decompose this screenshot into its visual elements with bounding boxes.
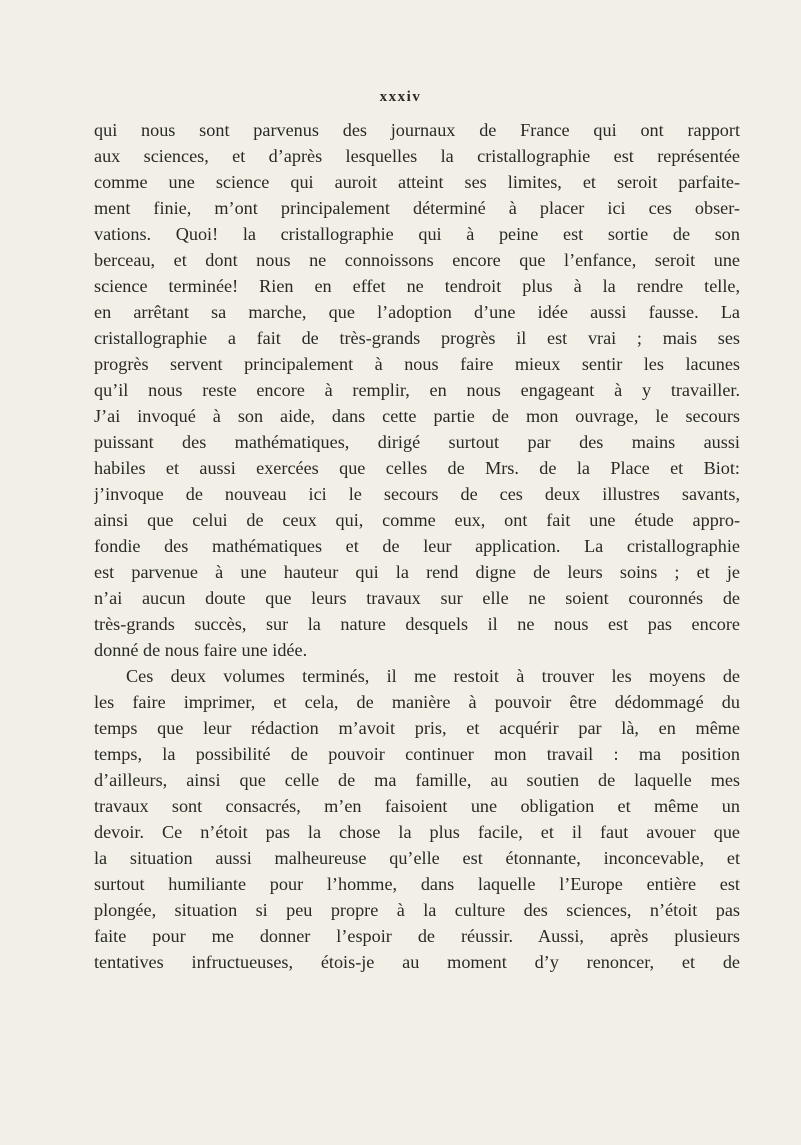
text-line: ainsi que celui de ceux qui, comme eux, ont fait une étude appro- [94, 510, 740, 530]
text-line: puissant des mathématiques, dirigé surtout par des mains aussi [94, 432, 740, 452]
text-line: vations. Quoi! la cristallographie qui à peine est sortie de son [94, 224, 740, 244]
text-line: berceau, et dont nous ne connoissons encore que l’enfance, seroit une [94, 250, 740, 270]
text-line: surtout humiliante pour l’homme, dans laquelle l’Europe entière est [94, 874, 740, 894]
text-line-paragraph-end: donné de nous faire une idée. [94, 640, 308, 660]
page-number: xxxiv [379, 89, 422, 105]
text-line: n’ai aucun doute que leurs travaux sur elle ne soient couronnés de [94, 588, 740, 608]
text-line: travaux sont consacrés, m’en faisoient une obligation et même un [94, 796, 740, 816]
text-line: science terminée! Rien en effet ne tendroit plus à la rendre telle, [94, 276, 740, 296]
text-line: plongée, situation si peu propre à la culture des sciences, n’étoit pas [94, 900, 740, 920]
text-line: comme une science qui auroit atteint ses limites, et seroit parfaite- [94, 172, 740, 192]
text-line: fondie des mathématiques et de leur application. La cristallographie [94, 536, 740, 556]
text-line: aux sciences, et d’après lesquelles la cristallographie est représentée [94, 146, 740, 166]
text-line: progrès servent principalement à nous faire mieux sentir les lacunes [94, 354, 740, 374]
text-line: devoir. Ce n’étoit pas la chose la plus facile, et il faut avouer que [94, 822, 740, 842]
text-line: j’invoque de nouveau ici le secours de ces deux illustres savants, [94, 484, 740, 504]
text-line: temps que leur rédaction m’avoit pris, et acquérir par là, en même [94, 718, 740, 738]
text-line-paragraph-start: Ces deux volumes terminés, il me restoit à trouver les moyens de [126, 666, 740, 686]
text-line: cristallographie a fait de très-grands progrès il est vrai ; mais ses [94, 328, 740, 348]
text-line: qui nous sont parvenus des journaux de France qui ont rapport [94, 120, 740, 140]
body-text [94, 117, 740, 975]
text-line: d’ailleurs, ainsi que celle de ma famille, au soutien de laquelle mes [94, 770, 740, 790]
text-line: temps, la possibilité de pouvoir continuer mon travail : ma position [94, 744, 740, 764]
text-line: ment finie, m’ont principalement déterminé à placer ici ces obser- [94, 198, 740, 218]
text-line: la situation aussi malheureuse qu’elle est étonnante, inconcevable, et [94, 848, 740, 868]
text-line: qu’il nous reste encore à remplir, en nous engageant à y travailler. [94, 380, 740, 400]
text-line: en arrêtant sa marche, que l’adoption d’une idée aussi fausse. La [94, 302, 740, 322]
text-line: habiles et aussi exercées que celles de Mrs. de la Place et Biot: [94, 458, 740, 478]
text-line: très-grands succès, sur la nature desquels il ne nous est pas encore [94, 614, 740, 634]
text-line: tentatives infructueuses, étois-je au moment d’y renoncer, et de [94, 952, 740, 972]
text-line: J’ai invoqué à son aide, dans cette partie de mon ouvrage, le secours [94, 406, 740, 426]
text-line: faite pour me donner l’espoir de réussir. Aussi, après plusieurs [94, 926, 740, 946]
text-line: les faire imprimer, et cela, de manière à pouvoir être dédommagé du [94, 692, 740, 712]
text-line: est parvenue à une hauteur qui la rend digne de leurs soins ; et je [94, 562, 740, 582]
